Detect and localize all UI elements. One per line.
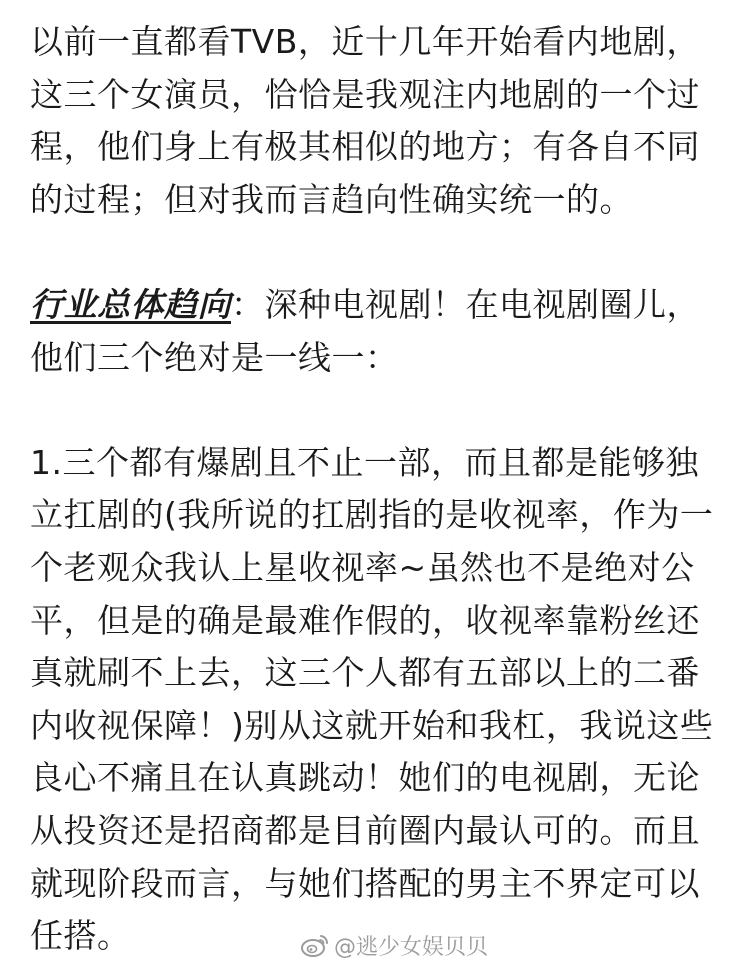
text-line: 的过程；但对我而言趋向性确实统一的。 (30, 179, 633, 219)
text-line: 从投资还是招商都是目前圈内最认可的。而且 (30, 810, 700, 850)
paragraph-gap (30, 226, 730, 279)
paragraph-point-1 (30, 437, 730, 963)
text-line: 真就刷不上去，这三个人都有五部以上的二番 (30, 653, 700, 693)
text-line: 以前一直都看TVB，近十几年开始看内地剧， (30, 22, 700, 61)
text-line: 程，他们身上有极其相似的地方；有各自不同 (30, 127, 700, 167)
text-line: 任搭。 (30, 916, 131, 956)
text-line: 他们三个绝对是一线一： (30, 337, 399, 377)
text-line: 这三个女演员，恰恰是我观注内地剧的一个过 (30, 74, 700, 114)
paragraph-gap (30, 384, 730, 437)
paragraph-industry-trend (30, 279, 730, 384)
article-body (30, 16, 730, 963)
weibo-watermark (300, 928, 488, 962)
text-line (30, 279, 730, 332)
text-line: 个老观众我认上星收视率~虽然也不是绝对公 (30, 547, 695, 587)
paragraph-intro (30, 16, 730, 226)
text-line: 1.三个都有爆剧且不止一部，而且都是能够独 (30, 442, 699, 482)
weibo-icon (300, 932, 330, 958)
heading-line-rest: ：深种电视剧！在电视剧圈儿， (231, 284, 700, 324)
watermark-text: @逃少女娱贝贝 (334, 934, 489, 960)
text-line: 平，但是的确是最难作假的，收视率靠粉丝还 (30, 600, 700, 640)
section-heading: 行业总体趋向 (30, 284, 231, 324)
text-line: 内收视保障！)别从这就开始和我杠，我说这些 (30, 705, 714, 745)
text-line: 良心不痛且在认真跳动！她们的电视剧，无论 (30, 758, 700, 798)
text-line: 就现阶段而言，与她们搭配的男主不界定可以 (30, 863, 700, 903)
text-line: 立扛剧的(我所说的扛剧指的是收视率，作为一 (30, 495, 714, 535)
